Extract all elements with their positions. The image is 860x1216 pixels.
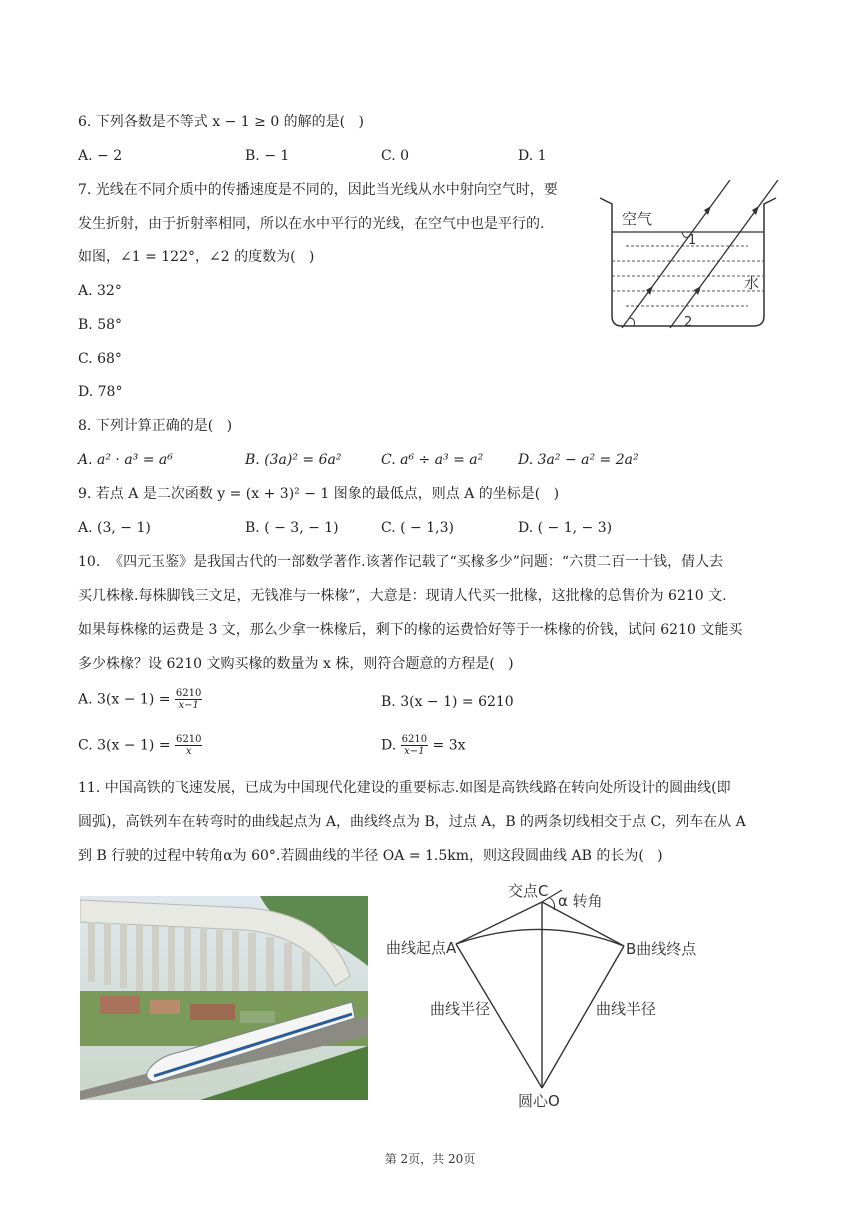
q10-option-a-prefix: A. 3(x − 1) =: [78, 691, 175, 708]
q7-option-a: A. 32°: [78, 283, 122, 299]
q8-option-b: B. (3a)² = 6a²: [245, 452, 342, 468]
q10-option-d-prefix: D.: [381, 737, 401, 754]
q8-stem: 8. 下列计算正确的是( ): [78, 418, 233, 434]
q7-option-b: B. 58°: [78, 317, 123, 333]
q10-stem-line3: 如果每株椽的运费是 3 文，那么少拿一株椽后，剩下的椽的运费恰好等于一株椽的价钱，试问 6210 文能买: [78, 622, 743, 638]
q6-stem: 6. 下列各数是不等式 x − 1 ≥ 0 的解的是( ): [78, 114, 364, 130]
q8-option-c: C. a⁶ ÷ a³ = a²: [381, 452, 484, 468]
q11-stem-line1: 11. 中国高铁的飞速发展，已成为中国现代化建设的重要标志.如图是高铁线路在转向处所设计的圆曲线(即: [78, 780, 731, 796]
q11-stem-line3: 到 B 行驶的过程中转角α为 60°.若圆曲线的半径 OA = 1.5km，则这段圆曲线 AB 的长为( ): [78, 848, 663, 864]
label-curve-end-b: B曲线终点: [626, 940, 697, 958]
curve-geometry-diagram: [384, 874, 714, 1110]
label-intersection-c: 交点C: [508, 882, 549, 900]
q10-option-c-denominator: x: [185, 746, 192, 757]
q6-option-a: A. − 2: [78, 148, 123, 164]
q10-option-c-fraction: [175, 734, 202, 757]
label-center-o: 圆心O: [518, 1092, 560, 1110]
high-speed-train-photo: [80, 896, 368, 1100]
label-radius-left: 曲线半径: [430, 1000, 491, 1018]
q10-stem-line2: 买几株椽.每株脚钱三文足，无钱准与一株椽”，大意是：现请人代买一批椽，这批椽的总售价为 6210 文.: [78, 588, 727, 604]
q10-option-d-denominator: x−1: [404, 746, 425, 757]
q10-option-a: [78, 688, 202, 711]
q10-option-d: [381, 734, 466, 757]
q9-option-b: B. ( − 3, − 1): [245, 520, 339, 536]
q10-option-c: [78, 734, 202, 757]
q10-option-a-fraction: [175, 688, 202, 711]
label-radius-right: 曲线半径: [596, 1000, 657, 1018]
q7-stem-line3: 如图，∠1 = 122°，∠2 的度数为( ): [78, 249, 315, 265]
q9-option-d: D. ( − 1, − 3): [518, 520, 613, 536]
q10-option-d-fraction: [401, 734, 428, 757]
label-air: 空气: [622, 210, 653, 228]
q6-option-c: C. 0: [381, 148, 410, 164]
q10-option-b: B. 3(x − 1) = 6210: [381, 694, 514, 710]
q7-stem-line1: 7. 光线在不同介质中的传播速度是不同的，因此当光线从水中射向空气时，要: [78, 182, 558, 198]
label-curve-start-a: 曲线起点A: [386, 939, 457, 957]
label-turn-angle: α 转角: [558, 892, 603, 910]
label-angle-1: 1: [688, 233, 697, 248]
beaker-refraction-figure: [598, 180, 783, 330]
label-angle-2: 2: [684, 315, 693, 330]
q10-option-a-denominator: x−1: [178, 700, 199, 711]
q7-stem-line2: 发生折射，由于折射率相同，所以在水中平行的光线，在空气中也是平行的.: [78, 216, 545, 232]
q10-option-d-numerator: 6210: [401, 734, 428, 745]
q6-option-d: D. 1: [518, 148, 547, 164]
q9-option-c: C. ( − 1,3): [381, 520, 454, 536]
q6-option-b: B. − 1: [245, 148, 290, 164]
q9-stem: 9. 若点 A 是二次函数 y = (x + 3)² − 1 图象的最低点，则点 A 的坐标是( ): [78, 486, 560, 502]
q11-stem-line2: 圆弧)，高铁列车在转弯时的曲线起点为 A，曲线终点为 B，过点 A，B 的两条切线相交于点 C，列车在从 A: [78, 814, 746, 830]
page-footer: 第 2页，共 20页: [384, 1152, 476, 1166]
q7-option-d: D. 78°: [78, 384, 123, 400]
q10-stem-line4: 多少株椽？设 6210 文购买椽的数量为 x 株，则符合题意的方程是( ): [78, 656, 514, 672]
q10-stem-line1: 10. 《四元玉鉴》是我国古代的一部数学著作.该著作记载了“买椽多少”问题：“六贯二百一十钱，倩人去: [78, 554, 724, 570]
q8-option-d: D. 3a² − a² = 2a²: [518, 452, 639, 468]
q9-option-a: A. (3, − 1): [78, 520, 151, 536]
q7-option-c: C. 68°: [78, 351, 122, 367]
q10-option-c-prefix: C. 3(x − 1) =: [78, 737, 176, 754]
q10-option-d-suffix: = 3x: [428, 737, 466, 754]
q8-option-a: A. a² · a³ = a⁶: [78, 452, 173, 468]
label-water: 水: [744, 274, 760, 292]
q10-option-a-numerator: 6210: [175, 688, 202, 699]
q10-option-c-numerator: 6210: [176, 734, 202, 745]
